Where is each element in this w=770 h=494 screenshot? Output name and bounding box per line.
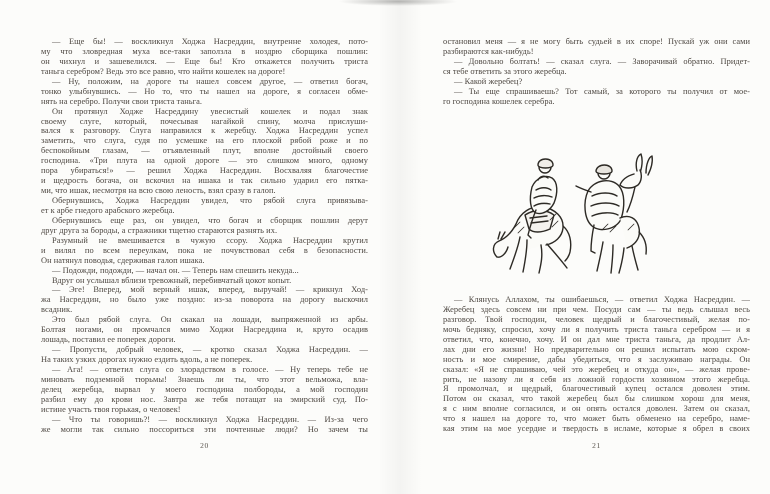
text-line: разбираются как-нибудь! (443, 46, 534, 56)
text-line: истине участь твоя горькая, о человек! (41, 404, 181, 414)
text-line: ми, что ишак, несмотря на всю свою леность, взял сразу в галоп. (41, 186, 276, 196)
text-line: тонко улыбнувшись. — Но то, что ты нашел на дороге, я согласен обме- (41, 86, 368, 96)
riders-drawing (484, 130, 668, 280)
text-line: пора убираться!» — решил Ходжа Насреддин. Восхваляя благочестие (41, 166, 368, 176)
text-line: и вилял по всем переулкам, пока не почувствовал себя в безопасности. (41, 245, 368, 255)
scan-smudge (338, 0, 458, 6)
text-line: — Какой жеребец? (454, 76, 523, 86)
text-line: рить, не назову ли я себя из ложной гордости хозяином этого жеребца. (443, 374, 750, 384)
text-line: Я промолчал, и щедрый, благочестивый купец остался доволен этим. (443, 384, 750, 394)
text-line: — Пропусти, добрый человек, — кротко сказал Ходжа Насреддин. — (52, 345, 368, 355)
text-line: беспокойным глазам, — отъявленный плут, вполне достойный своего (41, 146, 368, 156)
text-line: Потом он сказал, что такой жеребец был бы слишком хорош для меня, (443, 394, 750, 404)
text-line: му что зловредная муха все-таки заползла в ноздрю сборщика пошлин: (41, 46, 368, 56)
illustration-riders (484, 130, 668, 280)
text-line: всадник. (41, 305, 73, 315)
text-line: Он протянул Ходже Насреддину увесистый кошелек и подал знак (52, 106, 368, 116)
text-line: лошадь, поставил ее поперек дороги. (41, 335, 176, 345)
text-line: го господина кошелек серебра. (443, 96, 555, 106)
text-line: он чихнул и зашевелился. — Еще бы! Кто откажется получить триста (41, 56, 368, 66)
text-line: же могли так сильно поссориться эти почтенные люди? Но зачем ты (41, 424, 368, 434)
text-line: жа Насреддин, но было уже поздно: из-за поворота на дорогу выскочил (41, 295, 368, 305)
text-line: таньга серебром? Ведь это все равно, что найти кошелек на дороге! (41, 66, 286, 76)
text-line: миновать подземной тюрьмы! Знаешь ли ты, что этот вельможа, вла- (41, 374, 368, 384)
text-line: я с ним вполне согласился, и он опять остался доволен. Затем он сказал, (443, 404, 750, 414)
left-page-text (41, 37, 368, 435)
text-line: разбил ему до крови нос. Завтра же тебя потащат на эмирский суд. По- (41, 394, 368, 404)
text-line: Болтая ногами, он промчался мимо Ходжи Насреддина и, круто осадив (41, 325, 368, 335)
text-line: сказал: «Я не спрашиваю, чей это жеребец и откуда он», — желая прове- (443, 364, 750, 374)
right-page-text-bottom (443, 295, 750, 434)
text-line: Это был рябой слуга. Он скакал на лошади, выпряженной из арбы. (52, 315, 368, 325)
text-line: Вдруг он услышал вблизи тревожный, перебивчатый цокот копыт. (52, 275, 292, 285)
text-line: делец жеребца, вырвал у моего господина полбороды, а мой господин (41, 384, 368, 394)
text-line: заметить, что слуга, судя по усмешке на его плоской рябой роже и по (41, 136, 368, 146)
text-line: что я нашел на дороге то, что может быть обменено на серебро, наме- (443, 414, 750, 424)
text-line: остановил меня — я не могу быть судьей в их споре! Пускай уж они сами (443, 37, 750, 46)
text-line: — Ну, положим, на дороге ты нашел совсем другое, — ответил богач, (52, 76, 368, 86)
text-line: — Ага! — ответил слуга со злорадством в голосе. — Ну теперь тебе не (52, 364, 368, 374)
text-line: нять на серебро. Получи свои триста таньга. (41, 96, 203, 106)
text-line: Разумный не вмешивается в чужую ссору. Ходжа Насреддин крутил (52, 235, 368, 245)
text-line: своему слуге, который, почесывая нагайкой спину, молча прислуши- (41, 116, 368, 126)
text-line: — Довольно болтать! — сказал слуга. — Заворачивай обратно. Придет- (454, 56, 750, 66)
text-line: — Эге! Вперед, мой верный ишак, вперед, выручай! — крикнул Ход- (52, 285, 368, 295)
text-line: Обернувшись, Ходжа Насреддин увидел, что рябой слуга привязыва- (52, 196, 368, 205)
text-line: друг друга за бороды, а стражники тщетно стараются разнять их. (41, 225, 278, 235)
text-line: ся тебе ответить за этого жеребца. (443, 66, 567, 76)
text-line: вался к разговору. Слуга направился к жеребцу. Ходжа Насреддин успел (41, 126, 368, 136)
text-line: кая этим на мое усердие и твердость в исламе, которые я обрел в своих (443, 424, 750, 434)
text-line: — Клянусь Аллахом, ты ошибаешься, — ответил Ходжа Насреддин. — (454, 295, 750, 304)
text-line: — Ты еще спрашиваешь? Тот самый, за которого ты получил от мое- (454, 86, 750, 96)
text-line: господина. «Три плута на одной дороге — это слишком много, одному (41, 156, 368, 166)
right-page-number: 21 (592, 441, 601, 450)
text-line: мочь бедняку, спросил, хочу ли я получить триста таньга серебром — и я (443, 324, 750, 334)
book-gutter-shadow (378, 0, 422, 494)
left-page-number: 20 (200, 441, 209, 450)
text-line: — Подожди, подожди, — начал он. — Теперь нам спешить некуда... (52, 265, 299, 275)
text-line: разговор. Твой господин, человек щедрый и благочестивый, желая по- (443, 314, 750, 324)
text-line: — Что ты говоришь?! — воскликнул Ходжа Насреддин. — Из-за чего (52, 414, 368, 424)
right-page-text-top (443, 37, 750, 107)
text-line: ность и мое смирение, дабы убедиться, что я заслуживаю награды. Он (443, 354, 750, 364)
text-line: Жеребец здесь совсем ни при чем. Посуди сам — ты ведь слышал весь (443, 304, 750, 314)
text-line: — Еще бы! — воскликнул Ходжа Насреддин, внутренне холодея, пото- (52, 37, 368, 46)
text-line: и щедрость богача, он вскочил на ишака и так сильно ударил его пятка- (41, 176, 368, 186)
text-line: ответил, что, конечно, хочу. И он дал мне триста таньга, да продлит Ал- (443, 334, 750, 344)
text-line: ет к арбе гнедого арабского жеребца. (41, 205, 175, 215)
text-line: На таких узких дорогах нужно ездить вдоль, а не поперек. (41, 355, 253, 364)
text-line: Он натянул поводья, сдерживая галоп ишака. (41, 255, 205, 265)
text-line: Обернувшись еще раз, он увидел, что богач и сборщик пошлин дерут (52, 215, 368, 225)
text-line: лах дни его жизни! Но предварительно он решил испытать мою скром- (443, 344, 750, 354)
